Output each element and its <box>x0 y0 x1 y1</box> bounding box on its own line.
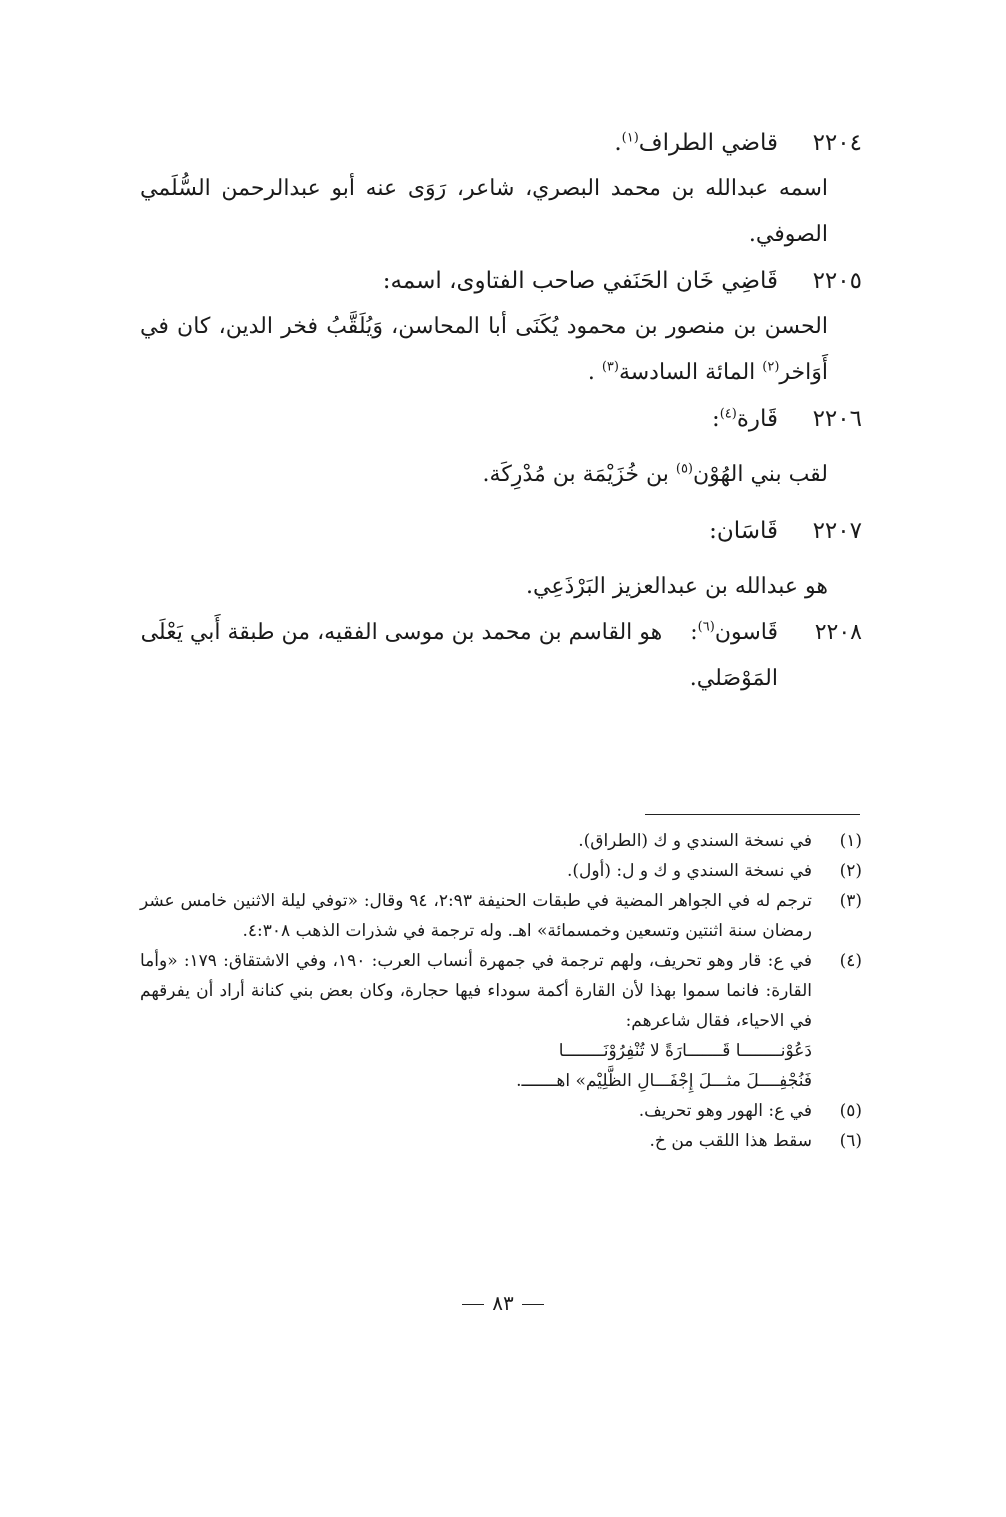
footnote-text: سقط هذا اللقب من خ. <box>649 1131 812 1151</box>
page-number-dash <box>462 1304 484 1305</box>
entry-body <box>140 452 862 498</box>
footnote-separator <box>645 814 860 815</box>
entry-2207 <box>140 508 862 610</box>
entry-number: ٢٢٠٦ <box>812 406 862 432</box>
entry-title: قَارة <box>736 406 778 432</box>
entry-number: ٢٢٠٤ <box>812 130 862 156</box>
entry-number: ٢٢٠٧ <box>812 518 862 544</box>
verse-line-1: دَعُوْنــــــــا قَـــــــارَةً لا تُنْفِرُوْنَــــــــا <box>558 1041 812 1061</box>
footnote-5 <box>140 1096 862 1126</box>
verse-line-2: فَنُجْفِــــلَ مثـــلَ إِجْفَـــالِ الظَّلِيْم» اهـــــــ. <box>516 1071 812 1091</box>
footnote-ref[interactable]: (٥) <box>675 461 693 477</box>
footnotes <box>140 826 862 1156</box>
entry-2204 <box>140 120 862 258</box>
footnote-text: في ع: قار وهو تحريف، ولهم ترجمة في جمهرة أنساب العرب: ١٩٠، وفي الاشتقاق: ١٧٩: «وأما القارة: فانما سموا بهذا لأن القارة أكمة سوداء فيها حجارة، وكان بعض بني كنانة أراد أن يفرقهم في الاحياء، فقال شاعرهم: <box>140 951 812 1031</box>
footnote-number: (٦) <box>839 1131 862 1151</box>
page-number-dash <box>522 1304 544 1305</box>
entry-2208 <box>140 610 862 702</box>
entry-2206 <box>140 396 862 498</box>
entry-title-suffix: . <box>614 130 622 156</box>
footnote-text: ترجم له في الجواهر المضية في طبقات الحنيفة ٢:٩٣، ٩٤ وقال: «توفي ليلة الاثنين خامس عشر رمضان سنة اثنتين وتسعين وخمسمائة» اهـ. وله ترجمة في شذرات الذهب ٤:٣٠٨. <box>140 891 813 941</box>
page-number-value: ٨٣ <box>492 1291 514 1315</box>
footnote-text: في ع: الهور وهو تحريف. <box>638 1101 812 1121</box>
entry-body <box>140 304 862 396</box>
footnote-number: (٤) <box>839 951 862 971</box>
footnote-4 <box>140 946 862 1036</box>
entry-heading <box>140 610 862 656</box>
footnote-ref[interactable]: (٤) <box>719 406 737 422</box>
entry-body: هو عبدالله بن عبدالعزيز البَرْذَعِي. <box>525 574 828 599</box>
page-number <box>0 1288 1006 1318</box>
footnote-1 <box>140 826 862 856</box>
entry-title-suffix: : <box>711 406 720 432</box>
footnote-ref[interactable]: (٢) <box>762 359 780 375</box>
entry-heading <box>140 396 862 442</box>
entry-heading <box>140 258 862 304</box>
entry-body-text: هو القاسم بن محمد بن موسى الفقيه، من طبقة أَبي يَعْلَى <box>140 620 663 645</box>
entry-body-text: لقب بني الهُوْن <box>693 462 828 487</box>
footnote-6 <box>140 1126 862 1156</box>
footnote-number: (٥) <box>839 1101 862 1121</box>
footnote-2 <box>140 856 862 886</box>
main-entries <box>140 120 862 702</box>
entry-title-suffix: : <box>690 620 698 645</box>
footnote-verse <box>140 1036 862 1096</box>
entry-body-text: . <box>587 360 602 385</box>
entry-number: ٢٢٠٨ <box>814 620 862 645</box>
entry-body-text: الحسن بن منصور بن محمود يُكَنَى أبا المحاسن، وَيُلَقَّبُ فخر الدين، كان في أَوَاخر <box>140 314 828 385</box>
entry-title: قاضي الطراف <box>638 130 778 156</box>
footnote-ref[interactable]: (١) <box>621 130 639 146</box>
footnote-number: (٣) <box>839 891 862 911</box>
footnote-ref[interactable]: (٣) <box>601 359 619 375</box>
entry-number: ٢٢٠٥ <box>812 268 862 294</box>
footnote-number: (١) <box>839 831 862 851</box>
footnote-number: (٢) <box>839 861 862 881</box>
entry-title: قَاضِي خَان الحَنَفي صاحب الفتاوى، اسمه: <box>382 268 778 294</box>
entry-body-continuation: المَوْصَلي. <box>689 666 778 691</box>
entry-body-text: المائة السادسة <box>618 360 763 385</box>
footnote-3 <box>140 886 862 946</box>
footnote-text: في نسخة السندي و ك (الطراق). <box>578 831 812 851</box>
entry-heading <box>140 120 862 166</box>
entry-title: قَاسَان: <box>709 518 778 544</box>
entry-body: اسمه عبدالله بن محمد البصري، شاعر، رَوَى عنه أبو عبدالرحمن السُّلَمي الصوفي. <box>140 176 828 247</box>
footnote-text: في نسخة السندي و ك و ل: (أول). <box>567 861 812 881</box>
entry-2205 <box>140 258 862 396</box>
entry-body-text: بن خُزَيْمَة بن مُدْرِكَة. <box>482 462 676 487</box>
entry-heading <box>140 508 862 554</box>
entry-title: قَاسون <box>714 620 778 645</box>
footnote-ref[interactable]: (٦) <box>697 619 715 635</box>
